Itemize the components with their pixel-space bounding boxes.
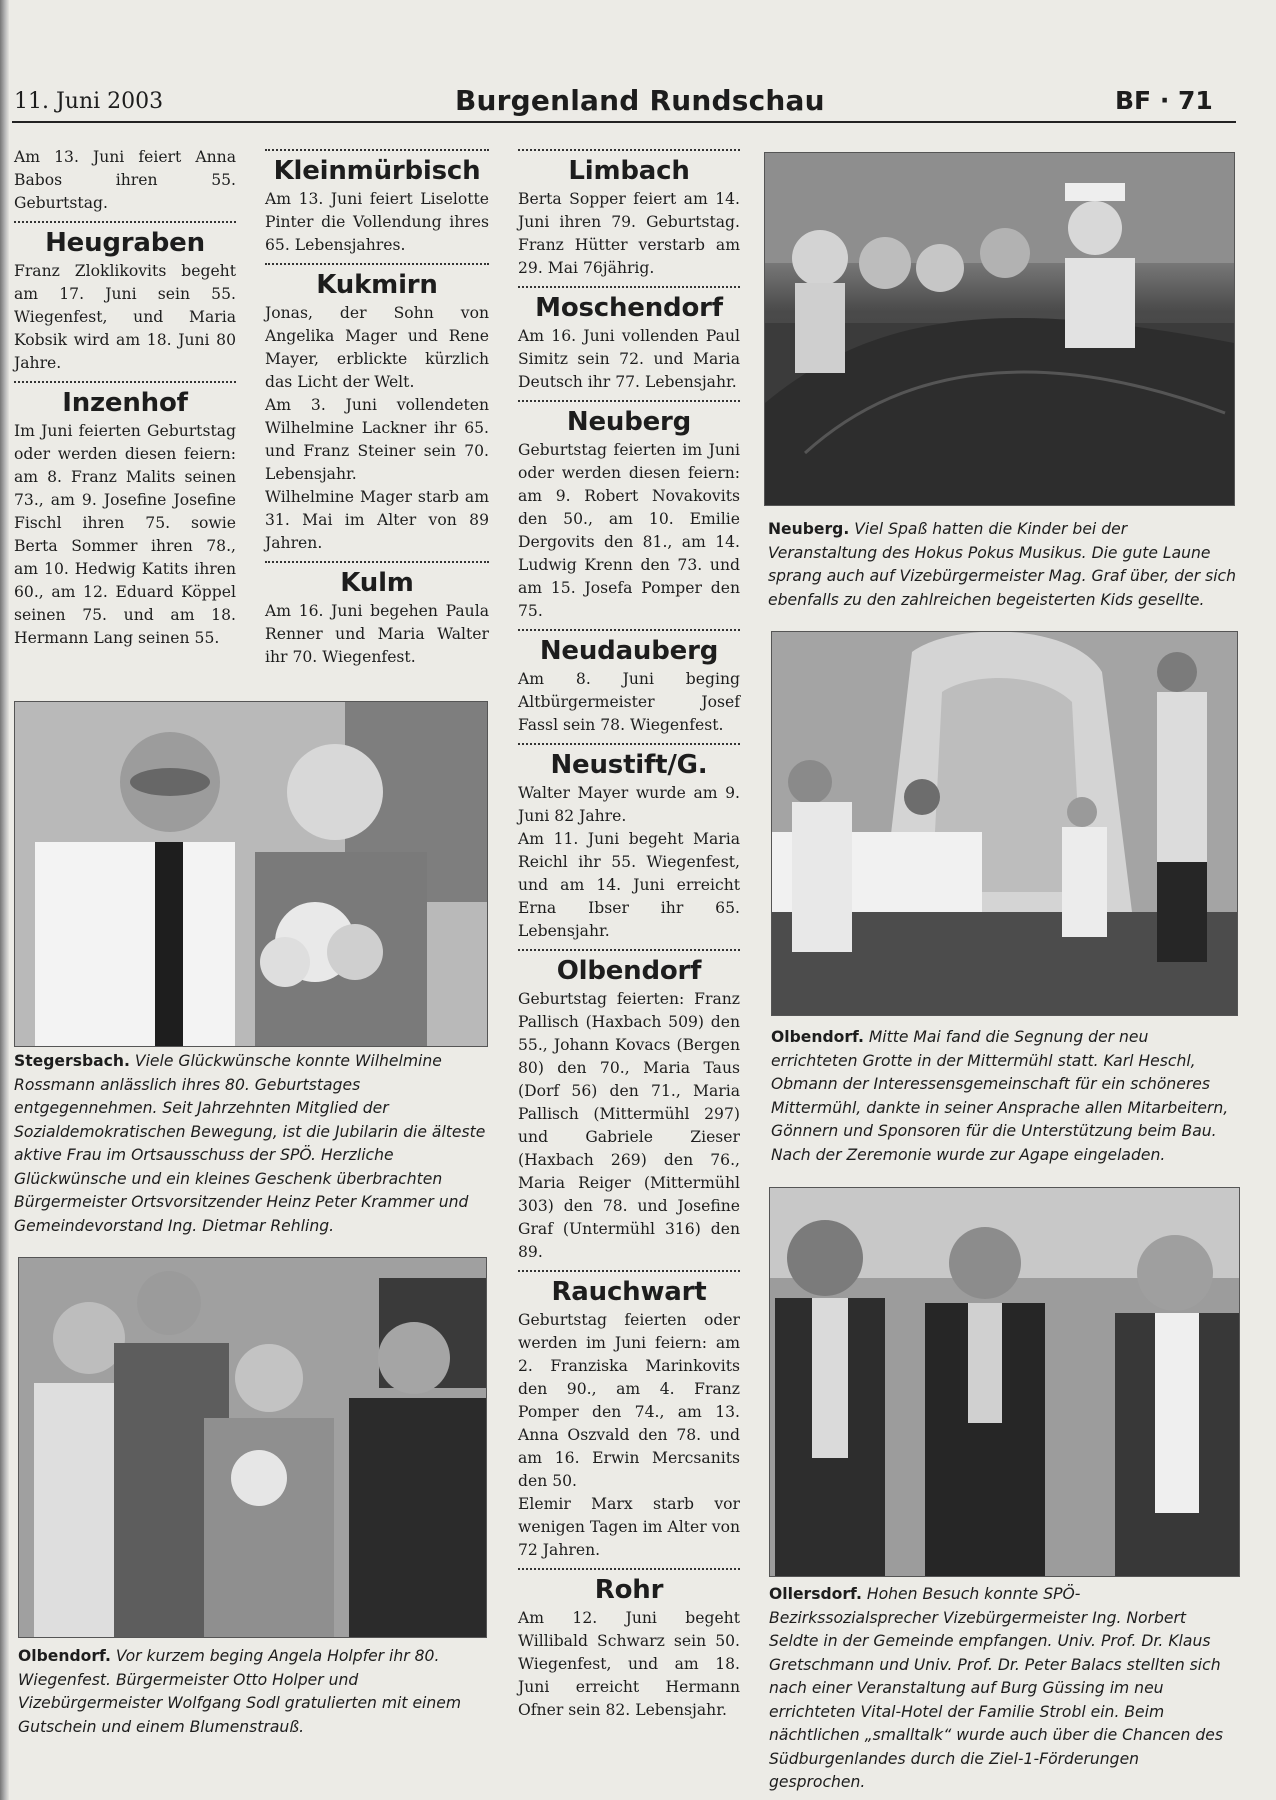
intro-text: Am 13. Juni feiert Anna Babos ihren 55. Geburtstag.	[14, 148, 236, 212]
section-text-rauchwart-2: Elemir Marx starb vor wenigen Tagen im Alter von 72 Jahren.	[518, 1495, 740, 1559]
dotted-divider	[14, 381, 236, 383]
dotted-divider	[518, 149, 740, 151]
section-title-kulm: Kulm	[340, 568, 414, 598]
caption-text: Vor kurzem beging Angela Holpfer ihr 80. Wiegenfest. Bürgermeister Otto Holper und Vizebürgermeister Wolfgang Sodl gratulierten mit einem Gutschein und einem Blumenstrauß.	[18, 1647, 462, 1736]
section-text-rauchwart-1: Geburtstag feierten oder werden im Juni feiern: am 2. Franziska Marinkovits den 90., am 4. Franz Pomper den 74., am 13. Anna Oszvald den 78. und am 16. Erwin Mercsanits den 50.	[518, 1311, 740, 1490]
section-text-neustift-1: Walter Mayer wurde am 9. Juni 82 Jahre.	[518, 784, 740, 825]
caption-text: Hohen Besuch konnte SPÖ-Bezirkssozialsprecher Vizebürgermeister Ing. Norbert Seldte in der Gemeinde empfangen. Univ. Prof. Dr. Klaus Gretschmann und Univ. Prof. Dr. Peter Balacs stellten sich nach einer Veranstaltung auf Burg Güssing im neu errichteten Vital-Hotel der Familie Strobl ein. Beim nächtlichen „smalltalk“ wurde auch über die Chancen des Südburgenlandes durch die Ziel-1-Förderungen gesprochen.	[769, 1585, 1223, 1791]
dotted-divider	[518, 1270, 740, 1272]
caption-text: Viel Spaß hatten die Kinder bei der Veranstaltung des Hokus Pokus Musikus. Die gute Laune sprang auch auf Vizebürgermeister Mag. Graf über, der sich ebenfalls zu den zahlreichen begeisterten Kids gesellte.	[768, 520, 1237, 609]
section-title-heugraben: Heugraben	[45, 228, 205, 258]
section-text-neudauberg: Am 8. Juni beging Altbürgermeister Josef Fassl sein 78. Wiegenfest.	[518, 670, 740, 734]
dotted-divider	[265, 149, 489, 151]
caption-ollersdorf	[769, 1583, 1237, 1795]
header-title: Burgenland Rundschau	[455, 84, 825, 117]
section-text-limbach: Berta Sopper feiert am 14. Juni ihren 79. Geburtstag. Franz Hütter verstarb am 29. Mai 76jährig.	[518, 190, 740, 277]
caption-lead: Olbendorf.	[18, 1647, 111, 1665]
section-text-moschendorf: Am 16. Juni vollenden Paul Simitz sein 72. und Maria Deutsch ihr 77. Lebensjahr.	[518, 327, 740, 391]
section-title-rohr: Rohr	[594, 1575, 664, 1605]
photo-olbendorf-holpfer	[18, 1257, 487, 1638]
section-text-kleinmuerbisch: Am 13. Juni feiert Liselotte Pinter die Vollendung ihres 65. Lebensjahres.	[265, 190, 489, 254]
column-3	[518, 149, 740, 1722]
section-text-rohr: Am 12. Juni begeht Willibald Schwarz sein 50. Wiegenfest, und am 18. Juni erreicht Hermann Ofner sein 82. Lebensjahr.	[518, 1609, 740, 1719]
section-title-neustift: Neustift/G.	[550, 750, 708, 780]
caption-lead: Neuberg.	[768, 520, 850, 538]
dotted-divider	[518, 629, 740, 631]
caption-olbendorf-grotte	[771, 1026, 1239, 1167]
header-page-number: BF · 71	[1115, 86, 1213, 115]
dotted-divider	[518, 400, 740, 402]
section-text-kukmirn-2: Am 3. Juni vollendeten Wilhelmine Lackner ihr 65. und Franz Steiner sein 70. Lebensjahr.	[265, 396, 489, 483]
section-title-neudauberg: Neudauberg	[539, 636, 719, 666]
photo-neuberg-kids	[764, 152, 1235, 506]
dotted-divider	[14, 221, 236, 223]
section-title-kleinmuerbisch: Kleinmürbisch	[273, 156, 481, 186]
caption-text: Viele Glückwünsche konnte Wilhelmine Rossmann anlässlich ihres 80. Geburtstages entgegennehmen. Seit Jahrzehnten Mitglied der Sozialdemokratischen Bewegung, ist die Jubilarin die älteste aktive Frau im Ortsausschuss der SPÖ. Herzliche Glückwünsche und ein kleines Geschenk überbrachten Bürgermeister Ortsvorsitzender Heinz Peter Krammer und Gemeindevorstand Ing. Dietmar Rehling.	[14, 1052, 486, 1235]
section-title-inzenhof: Inzenhof	[62, 388, 188, 418]
caption-neuberg	[768, 518, 1238, 612]
photo-ollersdorf	[769, 1187, 1240, 1577]
caption-text: Mitte Mai fand die Segnung der neu errichteten Grotte in der Mittermühl statt. Karl Heschl, Obmann der Interessensgemeinschaft für ein schöneres Mittermühl, dankte in seiner Ansprache allen Mitarbeitern, Gönnern und Sponsoren für die Unterstützung beim Bau. Nach der Zeremonie wurde zur Agape eingeladen.	[771, 1028, 1229, 1164]
photo-olbendorf-grotte	[771, 631, 1238, 1016]
caption-lead: Olbendorf.	[771, 1028, 864, 1046]
section-text-olbendorf: Geburtstag feierten: Franz Pallisch (Haxbach 509) den 55., Johann Kovacs (Bergen 80) den 70., Maria Taus (Dorf 56) den 71., Maria Pallisch (Mittermühl 297) und Gabriele Zieser (Haxbach 269) den 76., Maria Reiger (Mittermühl 303) den 78. und Josefine Graf (Untermühl 316) den 89.	[518, 990, 740, 1261]
section-title-rauchwart: Rauchwart	[551, 1277, 707, 1307]
header-rule	[12, 121, 1236, 123]
caption-lead: Stegersbach.	[14, 1052, 130, 1070]
dotted-divider	[518, 949, 740, 951]
column-2	[265, 149, 489, 669]
photo-stegersbach	[14, 701, 488, 1047]
section-title-olbendorf: Olbendorf	[556, 956, 702, 986]
caption-olbendorf-holpfer	[18, 1645, 488, 1739]
caption-stegersbach	[14, 1050, 490, 1238]
dotted-divider	[518, 1568, 740, 1570]
page-spine-shadow	[0, 0, 9, 1800]
section-text-kukmirn-3: Wilhelmine Mager starb am 31. Mai im Alter von 89 Jahren.	[265, 488, 489, 552]
header-date: 11. Juni 2003	[14, 89, 164, 114]
section-title-neuberg: Neuberg	[566, 407, 692, 437]
caption-lead: Ollersdorf.	[769, 1585, 862, 1603]
section-text-neustift-2: Am 11. Juni begeht Maria Reichl ihr 55. Wiegenfest, und am 14. Juni erreicht Erna Ibser ihr 65. Lebensjahr.	[518, 830, 740, 940]
dotted-divider	[518, 286, 740, 288]
dotted-divider	[518, 743, 740, 745]
dotted-divider	[265, 263, 489, 265]
column-1	[14, 146, 236, 650]
section-text-kulm: Am 16. Juni begehen Paula Renner und Maria Walter ihr 70. Wiegenfest.	[265, 602, 489, 666]
section-text-inzenhof: Im Juni feierten Geburtstag oder werden diesen feiern: am 8. Franz Malits seinen 73., am 9. Josefine Josefine Fischl ihren 75. sowie Berta Sommer ihren 78., am 10. Hedwig Katits ihren 60., am 12. Eduard Köppel seinen 75. und am 18. Hermann Lang seinen 55.	[14, 422, 236, 647]
section-title-kukmirn: Kukmirn	[316, 270, 438, 300]
section-text-heugraben: Franz Zloklikovits begeht am 17. Juni sein 55. Wiegenfest, und Maria Kobsik wird am 18. Juni 80 Jahre.	[14, 262, 236, 372]
section-text-kukmirn-1: Jonas, der Sohn von Angelika Mager und Rene Mayer, erblickte kürzlich das Licht der Welt.	[265, 304, 489, 391]
section-title-limbach: Limbach	[568, 156, 690, 186]
dotted-divider	[265, 561, 489, 563]
section-text-neuberg: Geburtstag feierten im Juni oder werden diesen feiern: am 9. Robert Novakovits den 50., am 10. Emilie Dergovits den 81., am 14. Ludwig Krenn den 73. und am 15. Josefa Pomper den 75.	[518, 441, 740, 620]
section-title-moschendorf: Moschendorf	[535, 293, 723, 323]
